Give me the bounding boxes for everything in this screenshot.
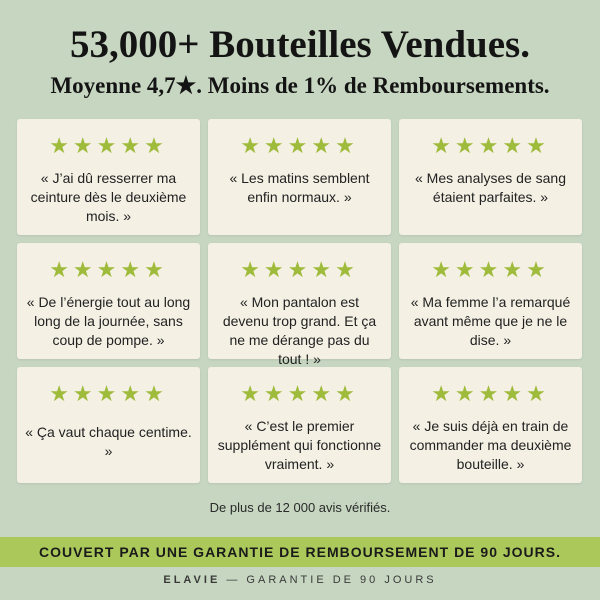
- star-rating-icon: ★★★★★: [431, 258, 550, 283]
- review-card: [399, 243, 582, 359]
- star-rating-icon: ★★★★★: [49, 134, 168, 159]
- brand-line: [0, 574, 600, 586]
- star-rating-icon: ★★★★★: [49, 258, 168, 283]
- star-rating-icon: ★★★★★: [49, 382, 168, 407]
- review-grid: [17, 119, 583, 485]
- review-card: [208, 119, 391, 235]
- star-rating-icon: ★★★★★: [431, 382, 550, 407]
- review-card: [399, 119, 582, 235]
- review-quote: « C’est le premier supplément qui fonctionne vraiment. »: [217, 418, 382, 472]
- star-rating-icon: ★★★★★: [240, 258, 359, 283]
- review-quote: « De l’énergie tout au long long de la journée, sans coup de pompe. »: [26, 294, 191, 348]
- review-card: [399, 367, 582, 483]
- review-quote: « J’ai dû resserrer ma ceinture dès le deuxième mois. »: [30, 170, 187, 224]
- brand-name: ELAVIE: [163, 574, 221, 586]
- review-card: [17, 119, 200, 235]
- star-rating-icon: ★★★★★: [431, 134, 550, 159]
- review-quote: « Mes analyses de sang étaient parfaites. »: [415, 170, 566, 205]
- brand-tagline: GARANTIE DE 90 JOURS: [246, 574, 437, 586]
- review-card: [208, 243, 391, 367]
- review-quote: « Mon pantalon est devenu trop grand. Et ça ne me dérange pas du tout ! »: [222, 294, 377, 367]
- review-quote: « Ça vaut chaque centime. »: [25, 424, 192, 459]
- brand-separator: —: [226, 574, 241, 586]
- review-card: [208, 367, 391, 483]
- verified-reviews-note: De plus de 12 000 avis vérifiés.: [209, 500, 391, 515]
- review-quote: « Ma femme l’a remarqué avant même que je ne le dise. »: [410, 294, 571, 348]
- review-quote: « Les matins semblent enfin normaux. »: [229, 170, 370, 205]
- review-quote: « Je suis déjà en train de commander ma deuxième bouteille. »: [409, 418, 572, 472]
- review-card: [17, 243, 200, 359]
- headline: 53,000+ Bouteilles Vendues.: [70, 23, 530, 66]
- subheadline: Moyenne 4,7★. Moins de 1% de Remboursements.: [50, 73, 550, 98]
- guarantee-banner: COUVERT PAR UNE GARANTIE DE REMBOURSEMENT DE 90 JOURS.: [0, 537, 600, 567]
- review-card: [17, 367, 200, 483]
- star-rating-icon: ★★★★★: [240, 134, 359, 159]
- star-rating-icon: ★★★★★: [240, 382, 359, 407]
